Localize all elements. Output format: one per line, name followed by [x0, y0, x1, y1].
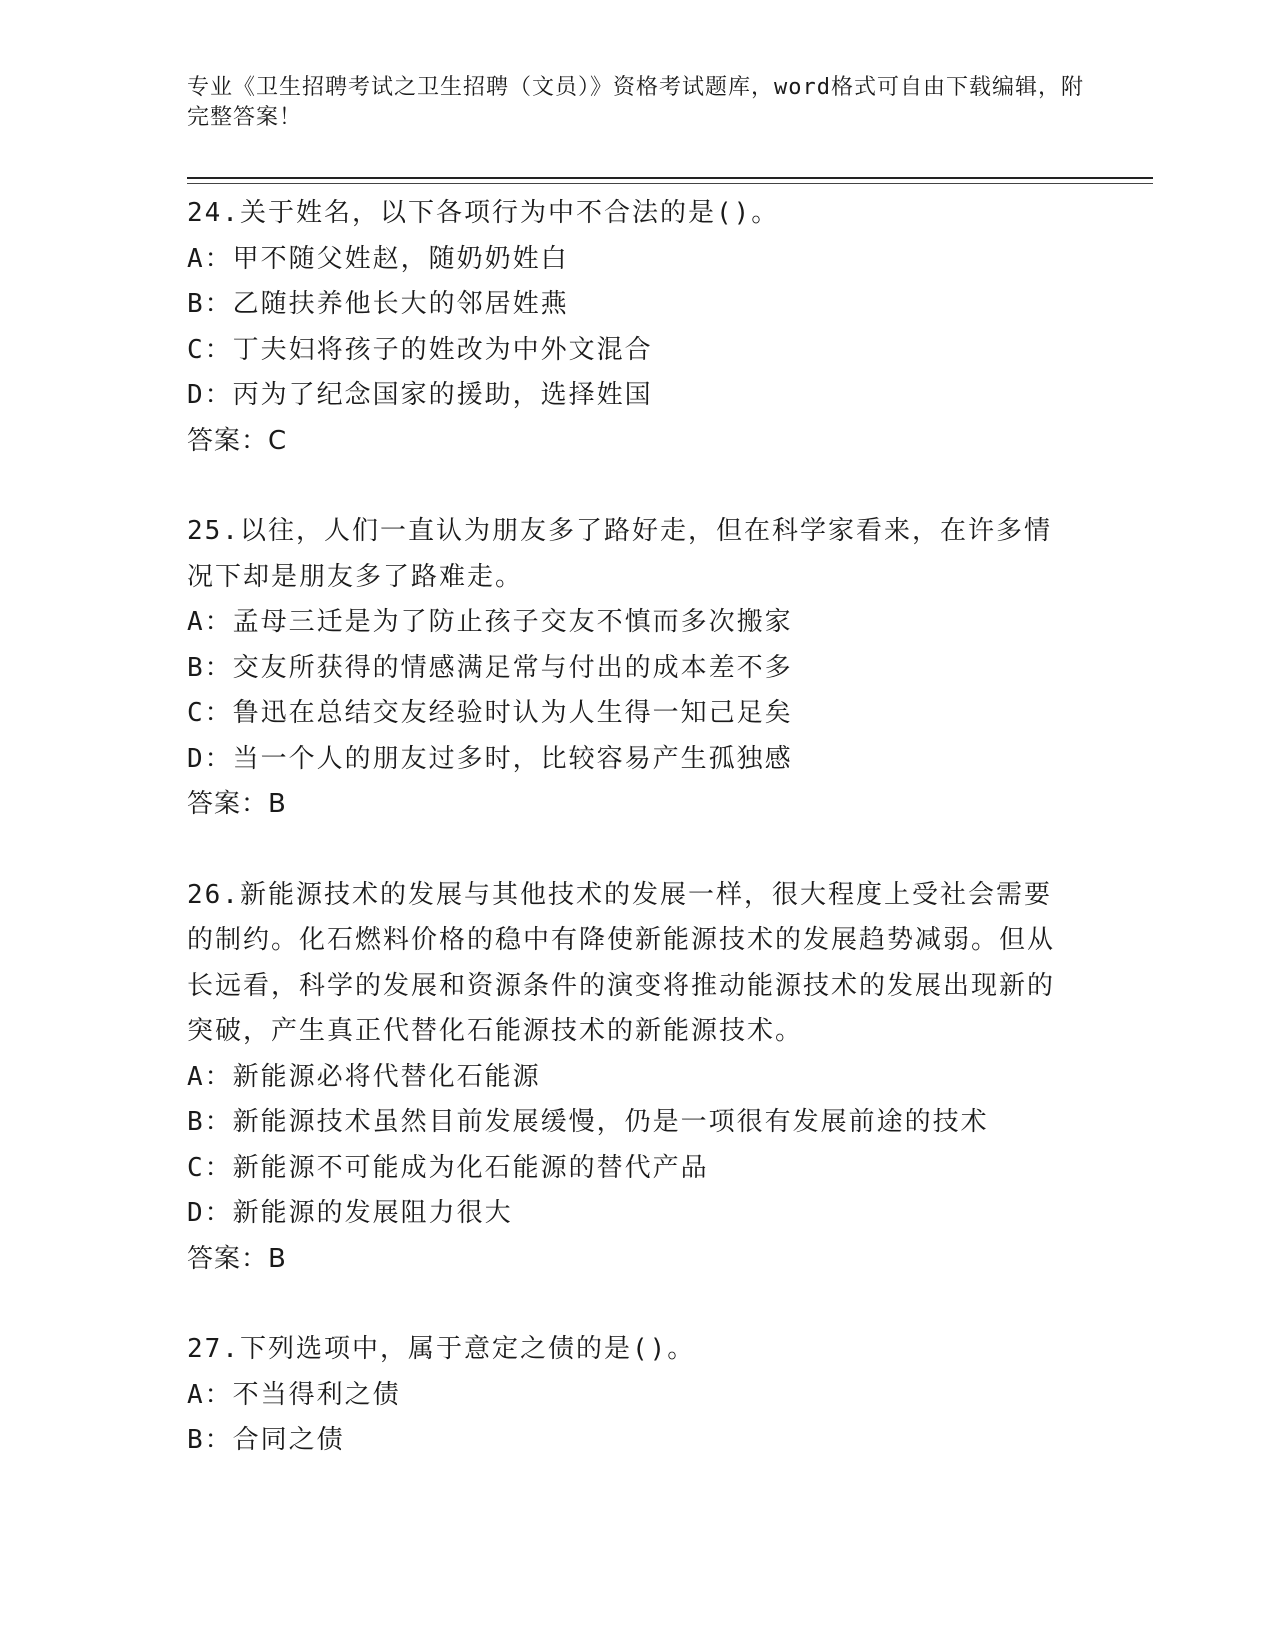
- option-b: B：乙随扶养他长大的邻居姓燕: [187, 289, 569, 319]
- option-b: B：合同之债: [187, 1425, 345, 1455]
- option-a: A：孟母三迁是为了防止孩子交友不慎而多次搬家: [187, 607, 793, 637]
- question-block: [187, 1327, 1087, 1464]
- option-a: A：不当得利之债: [187, 1379, 401, 1410]
- option-b: B：新能源技术虽然目前发展缓慢，仍是一项很有发展前途的技术: [187, 1107, 989, 1137]
- option-d: D：新能源的发展阻力很大: [187, 1198, 513, 1228]
- question-block: [187, 509, 1087, 828]
- spacer: [187, 1282, 1087, 1327]
- spacer: [187, 464, 1087, 509]
- spacer: [187, 828, 1087, 873]
- header-divider-thin: [187, 183, 1153, 184]
- option-d: D：当一个人的朋友过多时，比较容易产生孤独感: [187, 743, 793, 774]
- answer: 答案：B: [187, 1243, 287, 1274]
- option-c: C：鲁迅在总结交友经验时认为人生得一知己足矣: [187, 698, 793, 728]
- option-c: C：丁夫妇将孩子的姓改为中外文混合: [187, 334, 653, 365]
- option-b: B：交友所获得的情感满足常与付出的成本差不多: [187, 652, 793, 683]
- question-stem: 24.关于姓名，以下各项行为中不合法的是()。: [187, 198, 780, 228]
- option-a: A：新能源必将代替化石能源: [187, 1061, 541, 1092]
- question-stem: 26.新能源技术的发展与其他技术的发展一样，很大程度上受社会需要的制约。化石燃料价格的稳中有降使新能源技术的发展趋势减弱。但从长远看，科学的发展和资源条件的演变将推动能源技术的发展出现新的突破，产生真正代替化石能源技术的新能源技术。: [187, 879, 1056, 1046]
- option-c: C：新能源不可能成为化石能源的替代产品: [187, 1152, 709, 1183]
- header-divider-thick: [187, 177, 1153, 179]
- document-header: 专业《卫生招聘考试之卫生招聘（文员）》资格考试题库，word格式可自由下载编辑，附完整答案！: [187, 75, 1084, 130]
- question-list: [187, 191, 1087, 1464]
- question-stem: 25.以往，人们一直认为朋友多了路好走，但在科学家看来，在许多情况下却是朋友多了路难走。: [187, 516, 1052, 592]
- answer: 答案：C: [187, 425, 288, 456]
- option-d: D：丙为了纪念国家的援助，选择姓国: [187, 380, 653, 410]
- option-a: A：甲不随父姓赵，随奶奶姓白: [187, 243, 569, 274]
- question-stem: 27.下列选项中，属于意定之债的是()。: [187, 1334, 696, 1364]
- question-block: [187, 191, 1087, 464]
- question-block: [187, 873, 1087, 1283]
- answer: 答案：B: [187, 789, 287, 819]
